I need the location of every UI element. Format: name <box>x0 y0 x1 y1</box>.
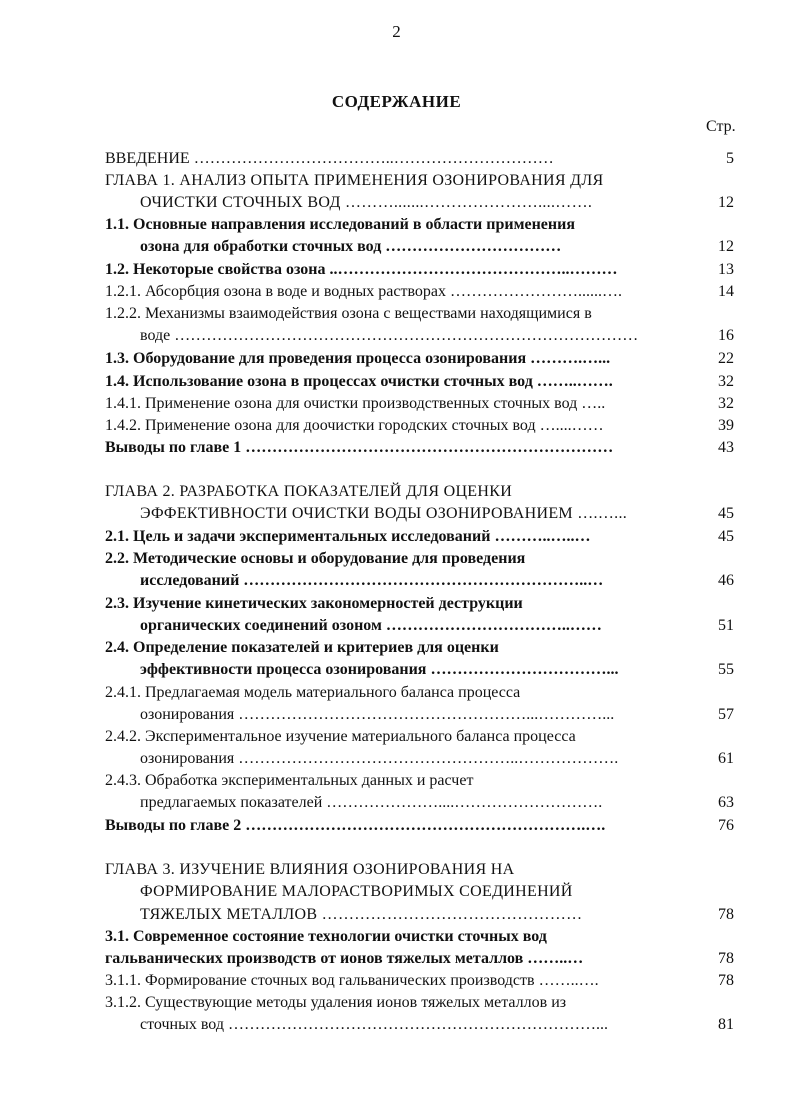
toc-entry-line: воде …………………………………………………………………………… <box>140 327 639 344</box>
toc-entry-line: 1.4. Использование озона в процессах очистки сточных вод ……..……. <box>105 373 613 390</box>
toc-entry-page: 78 <box>718 906 734 923</box>
toc-entry-line: 3.1.2. Существующие методы удаления ионов тяжелых металлов из <box>105 994 567 1011</box>
toc-entry-line: 3.1.1. Формирование сточных вод гальванических производств ……..…. <box>105 972 599 989</box>
page-number: 2 <box>392 22 401 41</box>
toc-entry-line: 2.1. Цель и задачи экспериментальных исследований ………..…..… <box>105 528 591 545</box>
toc-entry-page: 13 <box>718 261 734 278</box>
toc-entry-line: 2.3. Изучение кинетических закономерностей деструкции <box>105 595 523 612</box>
toc-entry-page: 76 <box>718 817 734 834</box>
toc-entry-line: ОЧИСТКИ СТОЧНЫХ ВОД ……….......…………………....……. <box>140 194 593 211</box>
toc-entry-page: 45 <box>718 528 734 545</box>
toc-entry-page: 14 <box>718 283 734 300</box>
toc-entry-line: озонирования ……………………………………………..………………. <box>140 750 619 767</box>
toc-title: СОДЕРЖАНИЕ <box>331 92 462 111</box>
toc-entry-line: исследований ………………………………………………………..… <box>140 572 604 589</box>
toc-entry-line: ВВЕДЕНИЕ ………………………………..………………………… <box>105 150 554 167</box>
toc-entry-line: Выводы по главе 2 ……………………………………………………….…. <box>105 817 606 834</box>
toc-entry-line: эффективности процесса озонирования ……………………………... <box>140 661 619 678</box>
toc-entry-line: озонирования ………………………………………………...…………... <box>140 706 615 723</box>
toc-entry-line: органических соединений озоном ……………………………..…… <box>140 617 602 634</box>
toc-entry-line: 2.4. Определение показателей и критериев для оценки <box>105 639 499 656</box>
toc-entry-line: 2.4.2. Экспериментальное изучение материального баланса процесса <box>105 728 576 745</box>
toc-entry-page: 32 <box>718 395 734 412</box>
toc-entry-line: ЭФФЕКТИВНОСТИ ОЧИСТКИ ВОДЫ ОЗОНИРОВАНИЕМ ….…... <box>140 505 628 522</box>
toc-entry-page: 22 <box>718 350 734 367</box>
toc-entry-line: 2.4.3. Обработка экспериментальных данных и расчет <box>105 772 474 789</box>
toc-entry-page: 32 <box>718 373 734 390</box>
toc-entry-line: Выводы по главе 1 …………………………………………………………… <box>105 439 614 456</box>
toc-entry-line: 1.3. Оборудование для проведения процесса озонирования ……….…... <box>105 350 611 367</box>
toc-entry-page: 46 <box>718 572 734 589</box>
toc-entry-page: 78 <box>718 972 734 989</box>
toc-entry-page: 39 <box>718 417 734 434</box>
toc-entry-page: 78 <box>718 950 734 967</box>
toc-entry-page: 5 <box>726 150 734 167</box>
toc-entry-line: ТЯЖЕЛЫХ МЕТАЛЛОВ ………………………………………… <box>140 906 583 923</box>
toc-entry-line: 1.4.2. Применение озона для доочистки городских сточных вод …....…… <box>105 417 604 434</box>
toc-entry-line: ГЛАВА 3. ИЗУЧЕНИЕ ВЛИЯНИЯ ОЗОНИРОВАНИЯ НА <box>105 861 515 878</box>
toc-entry-page: 61 <box>718 750 734 767</box>
toc-entry-line: 1.2.1. Абсорбция озона в воде и водных растворах ……………………......…. <box>105 283 623 300</box>
toc-entry-page: 43 <box>718 439 734 456</box>
toc-entry-page: 51 <box>718 617 734 634</box>
toc-entry-page: 45 <box>718 505 734 522</box>
toc-entry-page: 55 <box>718 661 734 678</box>
toc-entry-page: 12 <box>718 194 734 211</box>
toc-entry-line: 1.2.2. Механизмы взаимодействия озона с веществами находящимися в <box>105 305 592 322</box>
toc-entry-line: 2.4.1. Предлагаемая модель материального баланса процесса <box>105 684 521 701</box>
toc-entry-line: предлагаемых показателей …………………....………………………. <box>140 794 603 811</box>
page-column-label: Стр. <box>706 118 736 135</box>
toc-entry-line: озона для обработки сточных вод …………………………… <box>140 238 562 255</box>
toc-entry-page: 81 <box>718 1016 734 1033</box>
toc-entry-line: ГЛАВА 2. РАЗРАБОТКА ПОКАЗАТЕЛЕЙ ДЛЯ ОЦЕНКИ <box>105 483 513 500</box>
toc-entry-page: 16 <box>718 327 734 344</box>
toc-entry-page: 57 <box>718 706 734 723</box>
toc-entry-line: 3.1. Современное состояние технологии очистки сточных вод <box>105 928 547 945</box>
toc-entry-line: ГЛАВА 1. АНАЛИЗ ОПЫТА ПРИМЕНЕНИЯ ОЗОНИРОВАНИЯ ДЛЯ <box>105 172 604 189</box>
toc-entry-page: 12 <box>718 238 734 255</box>
toc-entry-line: ФОРМИРОВАНИЕ МАЛОРАСТВОРИМЫХ СОЕДИНЕНИЙ <box>140 883 573 900</box>
toc-entry-line: гальванических производств от ионов тяжелых металлов ……..… <box>105 950 584 967</box>
toc-entry-line: 1.1. Основные направления исследований в области применения <box>105 216 575 233</box>
toc-entry-line: 1.4.1. Применение озона для очистки производственных сточных вод ….. <box>105 395 606 412</box>
toc-entry-line: 2.2. Методические основы и оборудование для проведения <box>105 550 526 567</box>
toc-entry-page: 63 <box>718 794 734 811</box>
toc-entry-line: 1.2. Некоторые свойства озона ..……………………………………..……… <box>105 261 618 278</box>
toc-entry-line: сточных вод ……………………………………………………………... <box>140 1016 608 1033</box>
